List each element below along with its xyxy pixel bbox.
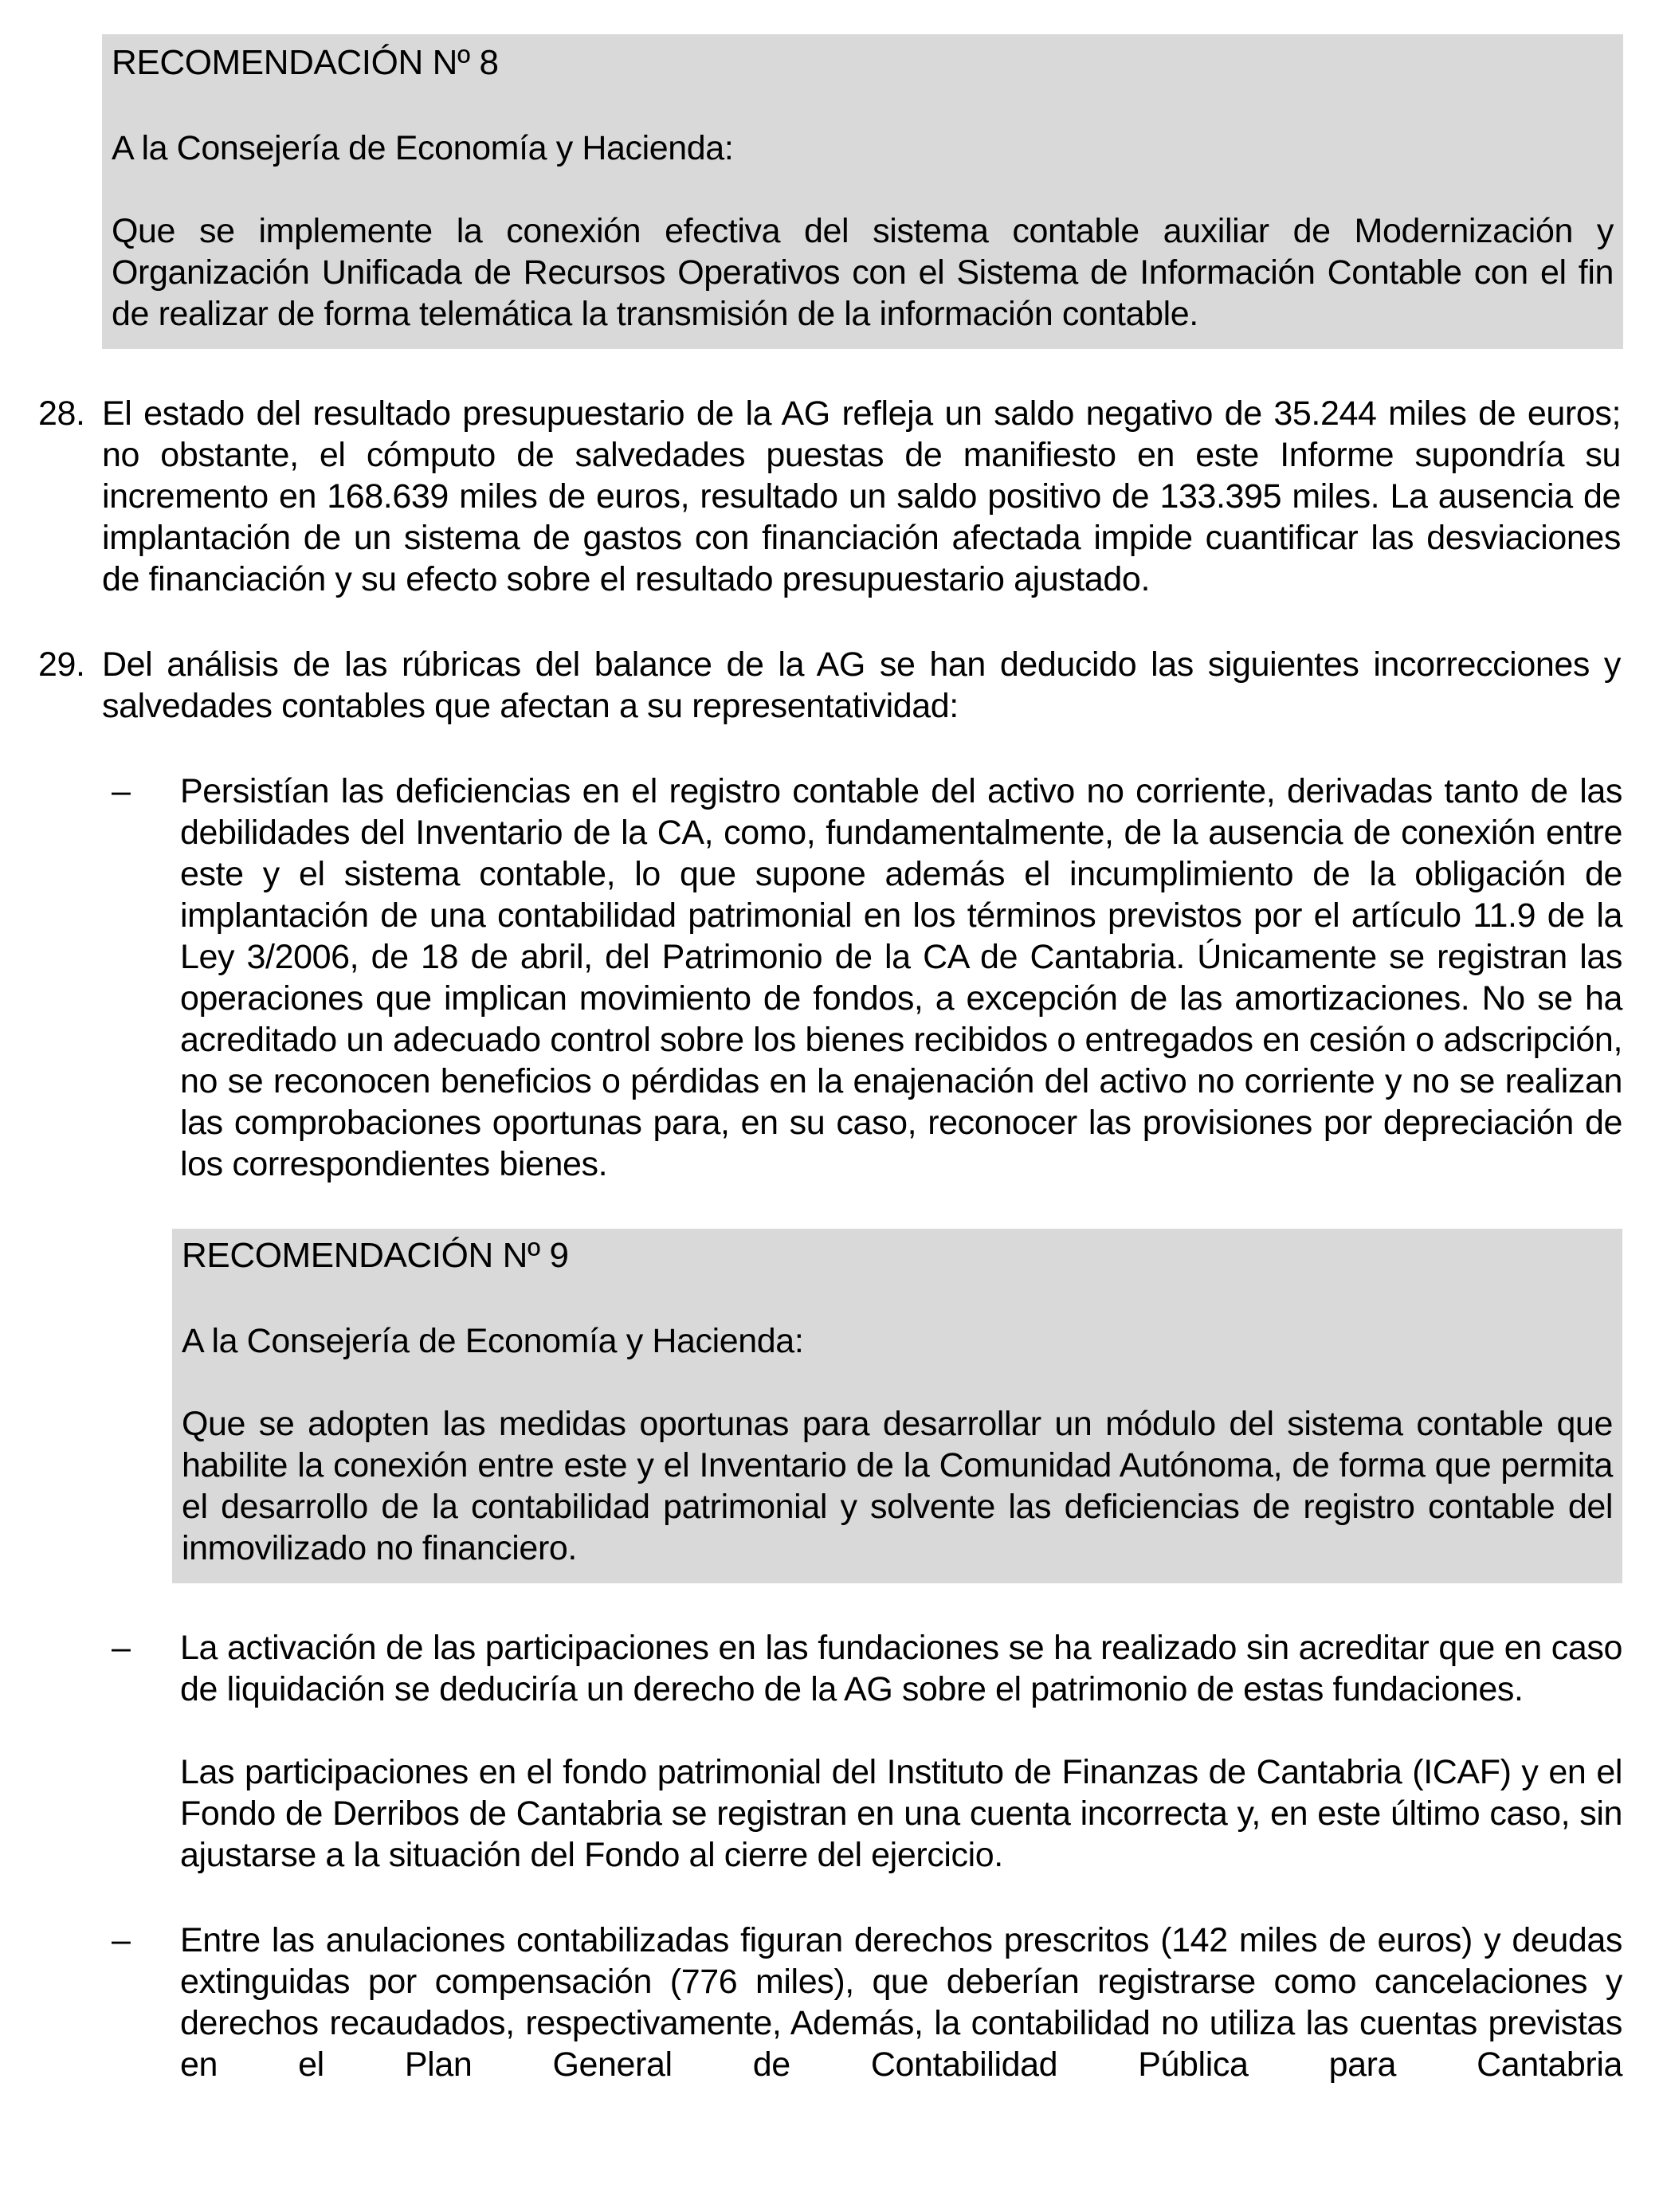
recommendation-9-body: Que se adopten las medidas oportunas para desarrollar un módulo del sistema contable que habilite la conexión entre este y el Inventario de la Comunidad Autónoma, de forma que permita el desarrollo de la contabilidad patrimonial y solvente las deficiencias de registro contable del inmovilizado no financiero.: [182, 1405, 1613, 1567]
bullet-item-2: [112, 1627, 1622, 1710]
dash-bullet-icon: –: [112, 1629, 131, 1667]
recommendation-8-body: Que se implemente la conexión efectiva del sistema contable auxiliar de Modernización y Organización Unificada de Recursos Operativos con el Sistema de Información Contable con el fin de realizar de forma telemática la transmisión de la información contable.: [112, 212, 1614, 333]
paragraph-28-text: El estado del resultado presupuestario de la AG refleja un saldo negativo de 35.244 miles de euros; no obstante, el cómputo de salvedades puestas de manifiesto en este Informe supondría su incremento en 168.639 miles de euros, resultado un saldo positivo de 133.395 miles. La ausencia de implantación de un sistema de gastos con financiación afectada impide cuantificar las desviaciones de financiación y su efecto sobre el resultado presupuestario ajustado.: [102, 394, 1621, 598]
dash-bullet-icon: –: [112, 772, 131, 810]
paragraph-29-number: 29.: [38, 645, 85, 684]
paragraph-28: [38, 393, 1621, 600]
recommendation-8-addressee: A la Consejería de Economía y Hacienda:: [112, 129, 734, 167]
recommendation-8-title: RECOMENDACIÓN Nº 8: [112, 43, 499, 82]
paragraph-28-number: 28.: [38, 394, 85, 433]
bullet-2-continuation-text: Las participaciones en el fondo patrimonial del Instituto de Finanzas de Cantabria (ICAF) y en el Fondo de Derribos de Cantabria se registran en una cuenta incorrecta y, en este último caso, sin ajustarse a la situación del Fondo al cierre del ejercicio.: [180, 1753, 1622, 1874]
bullet-item-3: [112, 1920, 1622, 2085]
recommendation-9-title: RECOMENDACIÓN Nº 9: [182, 1236, 569, 1275]
recommendation-9-block: [172, 1229, 1622, 1583]
bullet-1-text: Persistían las deficiencias en el registro contable del activo no corriente, derivadas tanto de las debilidades del Inventario de la CA, como, fundamentalmente, de la ausencia de conexión entre este y el sistema contable, lo que supone además el incumplimiento de la obligación de implantación de una contabilidad patrimonial en los términos previstos por el artículo 11.9 de la Ley 3/2006, de 18 de abril, del Patrimonio de la CA de Cantabria. Únicamente se registran las operaciones que implican movimiento de fondos, a excepción de las amortizaciones. No se ha acreditado un adecuado control sobre los bienes recibidos o entregados en cesión o adscripción, no se reconocen beneficios o pérdidas en la enajenación del activo no corriente y no se realizan las comprobaciones oportunas para, en su caso, reconocer las provisiones por depreciación de los correspondientes bienes.: [180, 772, 1622, 1183]
bullet-2-text: La activación de las participaciones en las fundaciones se ha realizado sin acreditar que en caso de liquidación se deduciría un derecho de la AG sobre el patrimonio de estas fundaciones.: [180, 1629, 1622, 1708]
dash-bullet-icon: –: [112, 1921, 131, 1959]
bullet-item-1: [112, 771, 1622, 1185]
paragraph-29: [38, 644, 1621, 727]
paragraph-29-text: Del análisis de las rúbricas del balance de la AG se han deducido las siguientes incorrecciones y salvedades contables que afectan a su representatividad:: [102, 645, 1621, 725]
recommendation-9-addressee: A la Consejería de Economía y Hacienda:: [182, 1322, 804, 1360]
bullet-3-text: Entre las anulaciones contabilizadas figuran derechos prescritos (142 miles de euros) y deudas extinguidas por compensación (776 miles), que deberían registrarse como cancelaciones y derechos recaudados, respectivamente, Además, la contabilidad no utiliza las cuentas previstas en el Plan General de Contabilidad Pública para Cantabria: [180, 1921, 1622, 2084]
recommendation-8-block: [102, 34, 1623, 349]
